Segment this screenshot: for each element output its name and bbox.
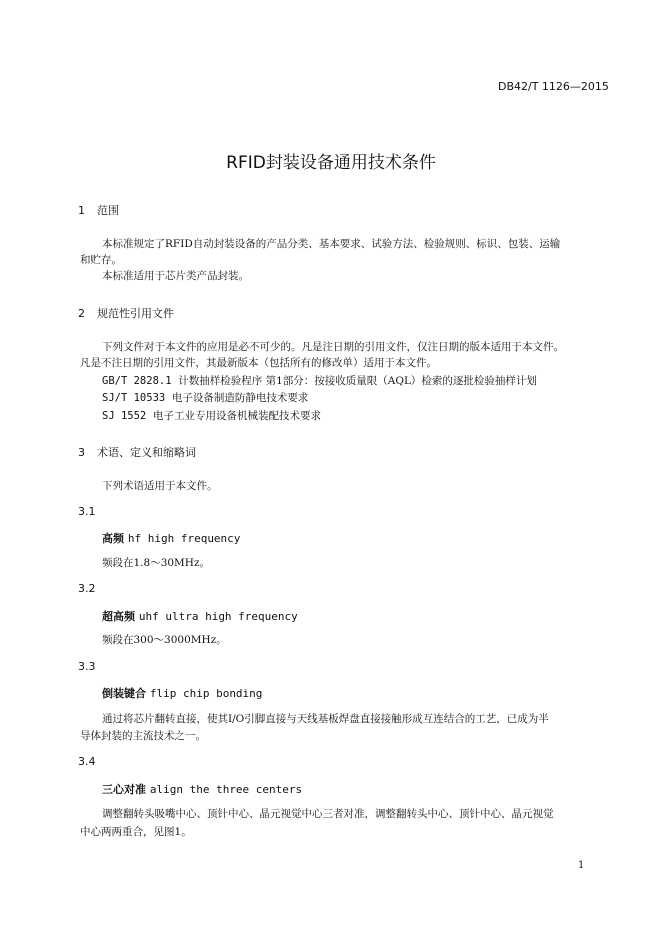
page-number: 1: [578, 860, 585, 871]
reference-code: SJ/T 10533: [102, 392, 166, 404]
reference-title: 电子设备制造防静电技术要求: [171, 392, 309, 404]
term-definition-line: 通过将芯片翻转直接，使其I/O引脚直接与天线基板焊盘直接接触形成互连结合的工艺，已成为半: [102, 713, 549, 725]
term-chinese: 超高频: [102, 610, 135, 623]
section-number: 2: [78, 307, 85, 320]
paragraph-line: 凡是不注日期的引用文件，其最新版本（包括所有的修改单）适用于本文件。: [80, 357, 437, 369]
clause-number: 3.3: [78, 660, 96, 673]
paragraph: 下列术语适用于本文件。: [102, 480, 218, 492]
section-heading-1: [78, 202, 119, 218]
term-english: align the three centers: [149, 783, 303, 796]
term-english: flip chip bonding: [149, 687, 263, 700]
section-title: 术语、定义和缩略词: [97, 446, 196, 459]
document-title: RFID封装设备通用技术条件: [226, 153, 436, 173]
reference-code: SJ 1552: [102, 410, 147, 422]
section-number: 3: [78, 446, 85, 459]
term-entry: [102, 530, 240, 546]
document-number: DB42/T 1126—2015: [498, 80, 609, 93]
section-number: 1: [78, 204, 85, 217]
reference-item: [102, 408, 321, 423]
paragraph-line: 和贮存。: [80, 254, 122, 266]
term-definition: 频段在1.8～30MHz。: [102, 557, 210, 569]
term-english: hf high frequency: [127, 532, 241, 545]
term-entry: [102, 781, 302, 797]
reference-code: GB/T 2828.1: [102, 375, 172, 387]
reference-item: [102, 390, 308, 405]
reference-title: 计数抽样检验程序 第1部分：按接收质量限（AQL）检索的逐批检验抽样计划: [178, 375, 537, 387]
term-entry: [102, 685, 262, 701]
clause-number: 3.1: [78, 505, 96, 518]
term-definition-line: 中心两两重合，见图1。: [80, 826, 192, 838]
term-english: uhf ultra high frequency: [138, 610, 298, 623]
term-chinese: 倒装键合: [102, 687, 146, 700]
section-heading-3: [78, 444, 196, 460]
section-title: 范围: [97, 204, 119, 217]
section-heading-2: [78, 305, 174, 321]
term-entry: [102, 608, 298, 624]
clause-number: 3.2: [78, 582, 96, 595]
reference-item: [102, 373, 537, 388]
section-title: 规范性引用文件: [97, 307, 174, 320]
term-definition: 频段在300～3000MHz。: [102, 634, 227, 646]
clause-number: 3.4: [78, 755, 96, 768]
term-definition-line: 导体封装的主流技术之一。: [80, 730, 206, 742]
paragraph-line: 本标准规定了RFID自动封装设备的产品分类、基本要求、试验方法、检验规则、标识、包装、运输: [102, 238, 561, 250]
paragraph: 本标准适用于芯片类产品封装。: [102, 270, 249, 282]
paragraph-line: 下列文件对于本文件的应用是必不可少的。凡是注日期的引用文件，仅注日期的版本适用于本文件。: [102, 341, 564, 353]
reference-title: 电子工业专用设备机械装配技术要求: [152, 410, 321, 422]
term-chinese: 三心对准: [102, 783, 146, 796]
term-chinese: 高频: [102, 532, 124, 545]
term-definition-line: 调整翻转头吸嘴中心、顶针中心、晶元视觉中心三者对准，调整翻转头中心、顶针中心、晶元视觉: [102, 808, 554, 820]
